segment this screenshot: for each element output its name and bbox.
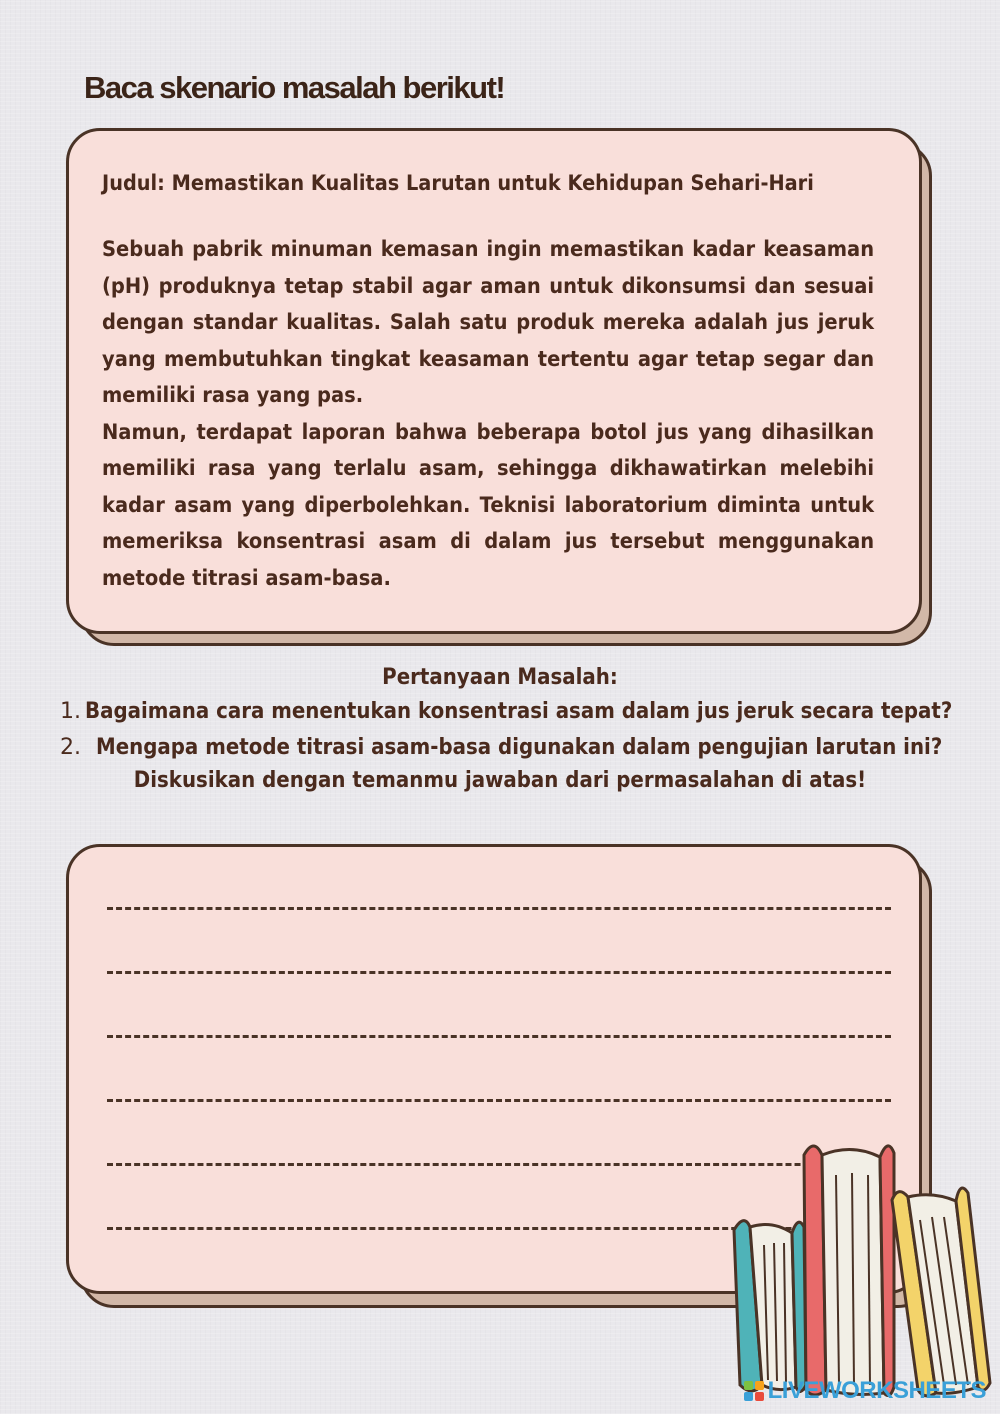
question-item bbox=[0, 694, 1000, 730]
question-item bbox=[0, 730, 1000, 766]
question-number: 2. bbox=[60, 735, 81, 760]
question-text: Bagaimana cara menentukan konsentrasi asam dalam jus jeruk secara tepat? bbox=[85, 699, 953, 724]
story-paragraph-2: Namun, terdapat laporan bahwa beberapa botol jus yang dihasilkan memiliki rasa yang terlalu asam, sehingga dikhawatirkan melebihi kadar asam yang diperbolehkan. Teknisi laboratorium diminta untuk memeriksa konsentrasi asam di dalam jus tersebut menggunakan metode titrasi asam-basa. bbox=[102, 419, 875, 590]
question-number: 1. bbox=[60, 699, 81, 724]
story-card bbox=[66, 128, 922, 634]
question-text: Mengapa metode titrasi asam-basa digunakan dalam pengujian larutan ini? bbox=[96, 735, 943, 760]
story-paragraph-1: Sebuah pabrik minuman kemasan ingin memastikan kadar keasaman (pH) produknya tetap stabil agar aman untuk dikonsumsi dan sesuai dengan standar kualitas. Salah satu produk mereka adalah jus jeruk yang membutuhkan tingkat keasaman tertentu agar tetap segar dan memiliki rasa yang pas. bbox=[102, 237, 875, 407]
logo-square bbox=[755, 1381, 764, 1390]
story-title: Judul: Memastikan Kualitas Larutan untuk Kehidupan Sehari-Hari bbox=[102, 171, 814, 195]
discussion-instruction: Diskusikan dengan temanmu jawaban dari permasalahan di atas! bbox=[133, 768, 867, 793]
books-illustration bbox=[722, 1135, 1000, 1400]
logo-square bbox=[744, 1392, 753, 1401]
liveworksheets-logo-icon bbox=[744, 1381, 764, 1401]
questions-list bbox=[0, 694, 1000, 766]
logo-square bbox=[744, 1381, 753, 1390]
answer-line[interactable] bbox=[107, 971, 891, 974]
answer-line[interactable] bbox=[107, 907, 891, 910]
questions-section bbox=[0, 665, 1000, 793]
red-book-icon bbox=[804, 1146, 894, 1396]
questions-title: Pertanyaan Masalah: bbox=[382, 665, 618, 690]
watermark bbox=[744, 1376, 986, 1406]
answer-line[interactable] bbox=[107, 1099, 891, 1102]
page-heading: Baca skenario masalah berikut! bbox=[84, 70, 505, 105]
yellow-book-icon bbox=[892, 1188, 990, 1396]
story-body bbox=[102, 231, 874, 596]
logo-square bbox=[755, 1392, 764, 1401]
watermark-text: LIVEWORKSHEETS bbox=[767, 1377, 986, 1404]
teal-book-icon bbox=[734, 1221, 806, 1392]
answer-line[interactable] bbox=[107, 1035, 891, 1038]
